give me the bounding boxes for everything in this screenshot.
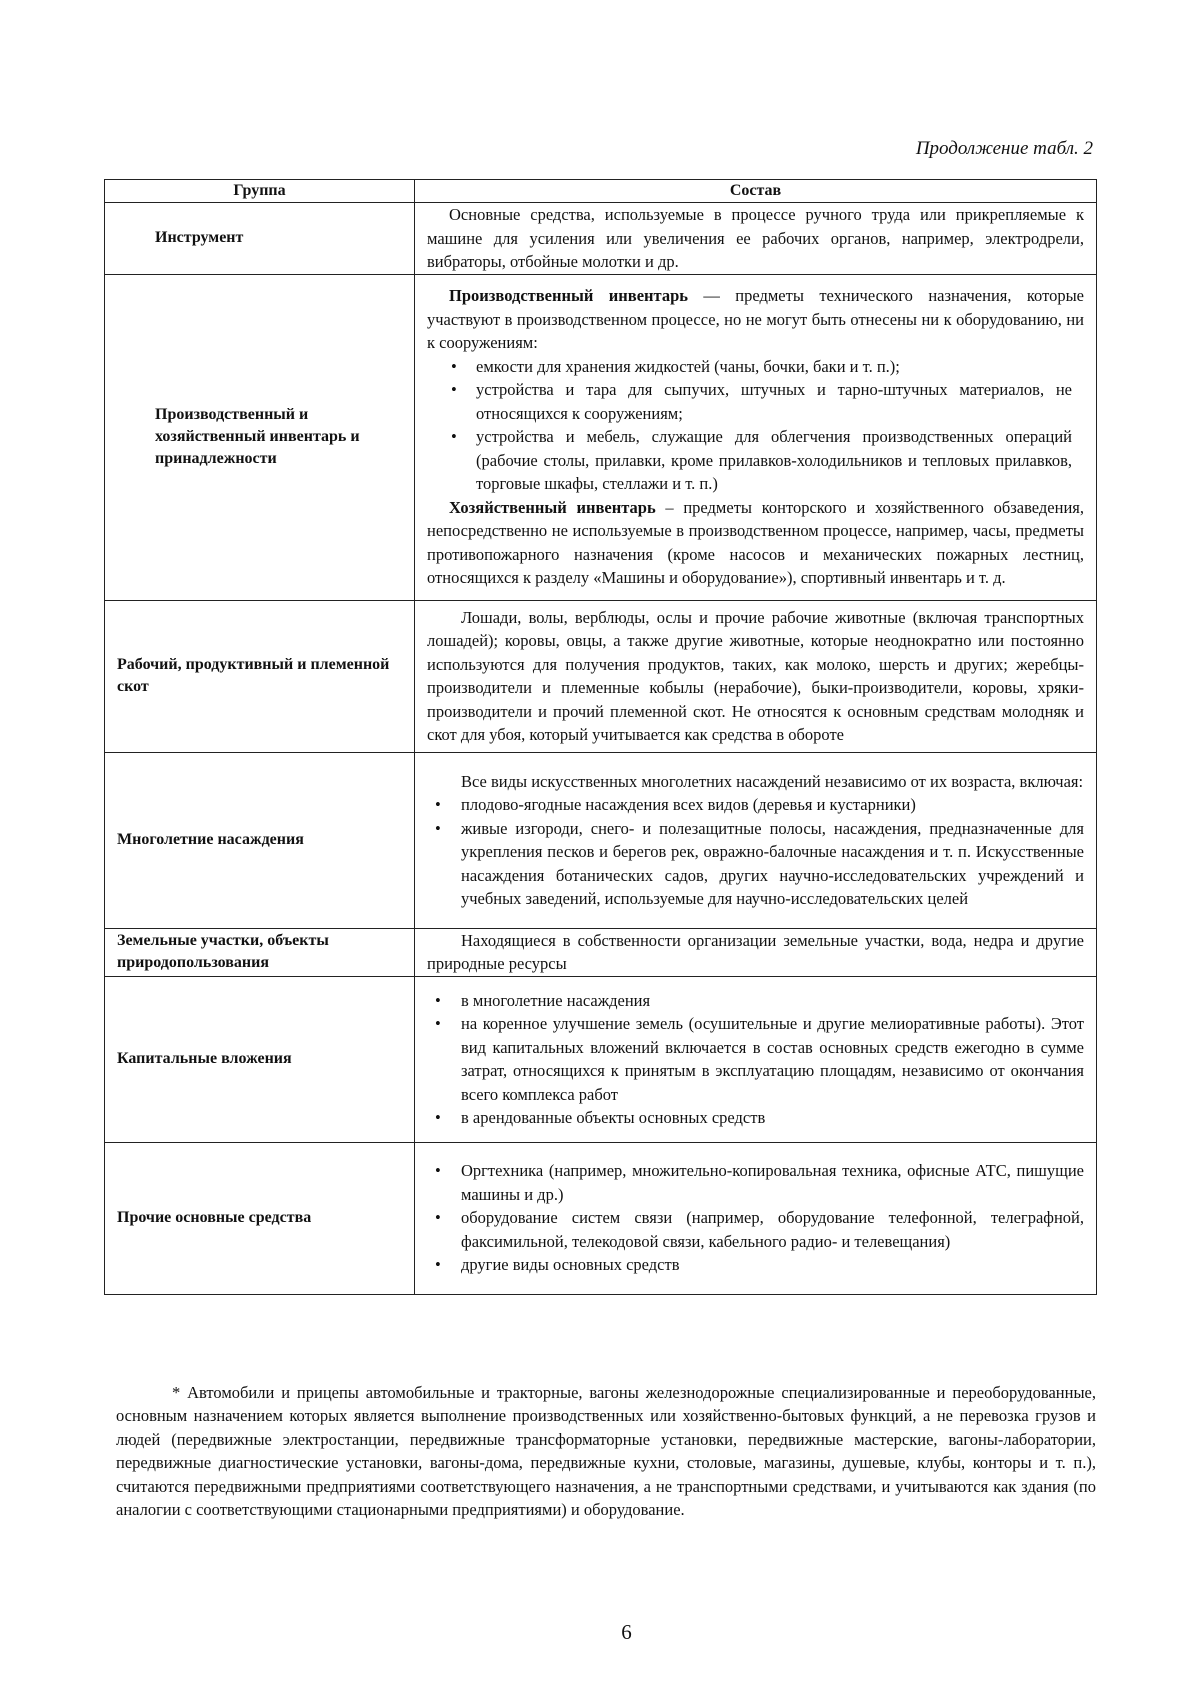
page-number: 6 (621, 1620, 632, 1644)
table-row (105, 600, 1097, 752)
table-row (105, 203, 1097, 275)
group-cell: Инструмент (105, 203, 415, 275)
term-definition: – предметы конторского и хозяйственного обзаведения, непосредственно не используемые в производственном процессе, например, часы, предметы противопожарного назначения (кроме насосов и механических пожарных лестниц, относящихся к разделу «Машины и оборудование»), спортивный инвентарь и т. д. (427, 497, 1084, 588)
composition-text: Все виды искусственных многолетних насаждений независимо от их возраста, включая: (461, 771, 1084, 791)
composition-paragraph (427, 496, 1084, 590)
table-header-row (105, 180, 1097, 203)
term-definition: — предметы технического назначения, которые участвуют в производственном процессе, но не могут быть отнесены ни к оборудованию, ни к сооружениям: (427, 286, 1084, 353)
table-row (105, 752, 1097, 928)
table-row (105, 274, 1097, 600)
group-cell: Производственный и хозяйственный инвентарь и принадлежности (105, 274, 415, 600)
list-item: • в арендованные объекты основных средств (427, 1106, 1084, 1130)
term: Хозяйственный инвентарь (449, 497, 656, 517)
group-cell: Многолетние насаждения (105, 752, 415, 928)
composition-cell (415, 274, 1097, 600)
term: Производственный инвентарь (449, 286, 688, 306)
bullet-list (427, 989, 1084, 1130)
group-cell: Земельные участки, объекты природопользования (105, 928, 415, 976)
list-item: • устройства и мебель, служащие для облегчения производственных операций (рабочие столы, прилавки, кроме прилавков-холодильников и тепловых прилавков, торговые шкафы, стеллажи и т. п.) (443, 425, 1072, 496)
fixed-assets-table (104, 179, 1097, 1295)
group-cell: Прочие основные средства (105, 1142, 415, 1294)
bullet-list (427, 1159, 1084, 1277)
group-cell: Капитальные вложения (105, 976, 415, 1142)
table-row (105, 928, 1097, 976)
composition-text: Основные средства, используемые в процессе ручного труда или прикрепляемые к машине для усиления или увеличения ее рабочих органов, например, электродрели, вибраторы, отбойные молотки и др. (427, 205, 1084, 271)
group-cell: Рабочий, продуктивный и племенной скот (105, 600, 415, 752)
table-caption: Продолжение табл. 2 (915, 138, 1093, 159)
bullet-list (427, 355, 1084, 496)
list-item: • устройства и тара для сыпучих, штучных и тарно-штучных материалов, не относящихся к сооружениям; (443, 378, 1072, 425)
composition-text: Лошади, волы, верблюды, ослы и прочие рабочие животные (включая транспортных лошадей); коровы, овцы, а также другие животные, которые неоднократно или постоянно используются для получения продуктов, таких, как молоко, шерсть и других; жеребцы-производители и племенные кобылы (нерабочие), быки-производители, коровы, хряки-производители и прочий племенной скот. Не относятся к основным средствам молодняк и скот для убоя, который учитывается как средства в обороте (427, 607, 1084, 744)
bullet-list (427, 793, 1084, 911)
list-item: • живые изгороди, снего- и полезащитные полосы, насаждения, предназначенные для укрепления песков и берегов рек, овражно-балочные насаждения и т. п. Искусственные насаждения ботанических садов, других научно-исследовательских учреждений и учебных заведений, используемые для научно-исследовательских целей (427, 817, 1084, 911)
list-item: • в многолетние насаждения (427, 989, 1084, 1013)
composition-paragraph (427, 284, 1084, 355)
list-item: • оборудование систем связи (например, оборудование телефонной, телеграфной, факсимильной, телекодовой связи, кабельного радио- и телевещания) (427, 1206, 1084, 1253)
list-item: • плодово-ягодные насаждения всех видов (деревья и кустарники) (427, 793, 1084, 817)
composition-cell (415, 928, 1097, 976)
list-item: • на коренное улучшение земель (осушительные и другие мелиоративные работы). Этот вид капитальных вложений включается в состав основных средств ежегодно в сумме затрат, относящихся к принятым в эксплуатацию площадям, независимо от окончания всего комплекса работ (427, 1012, 1084, 1106)
header-composition: Состав (415, 180, 1097, 203)
header-group: Группа (105, 180, 415, 203)
composition-cell (415, 976, 1097, 1142)
composition-cell (415, 1142, 1097, 1294)
list-item: • емкости для хранения жидкостей (чаны, бочки, баки и т. п.); (443, 355, 1072, 379)
composition-cell (415, 752, 1097, 928)
list-item: • Оргтехника (например, множительно-копировальная техника, офисные АТС, пишущие машины и др.) (427, 1159, 1084, 1206)
composition-cell (415, 203, 1097, 275)
composition-cell (415, 600, 1097, 752)
table-row (105, 976, 1097, 1142)
composition-text: Находящиеся в собственности организации земельные участки, вода, недра и другие природные ресурсы (427, 930, 1084, 973)
list-item: • другие виды основных средств (427, 1253, 1084, 1277)
table-row (105, 1142, 1097, 1294)
footnote: * Автомобили и прицепы автомобильные и тракторные, вагоны железнодорожные специализированные и переоборудованные, основным назначением которых является выполнение производственных или хозяйственно-бытовых функций, а не перевозка грузов и людей (передвижные электростанции, передвижные трансформаторные установки, передвижные мастерские, вагоны-лаборатории, передвижные диагностические установки, вагоны-дома, передвижные кухни, столовые, магазины, душевые, клубы, конторы и т. п.), считаются передвижными предприятиями соответствующего назначения, а не транспортными средствами, и учитываются как здания (по аналогии с соответствующими стационарными предприятиями) и оборудование. (116, 1382, 1096, 1519)
